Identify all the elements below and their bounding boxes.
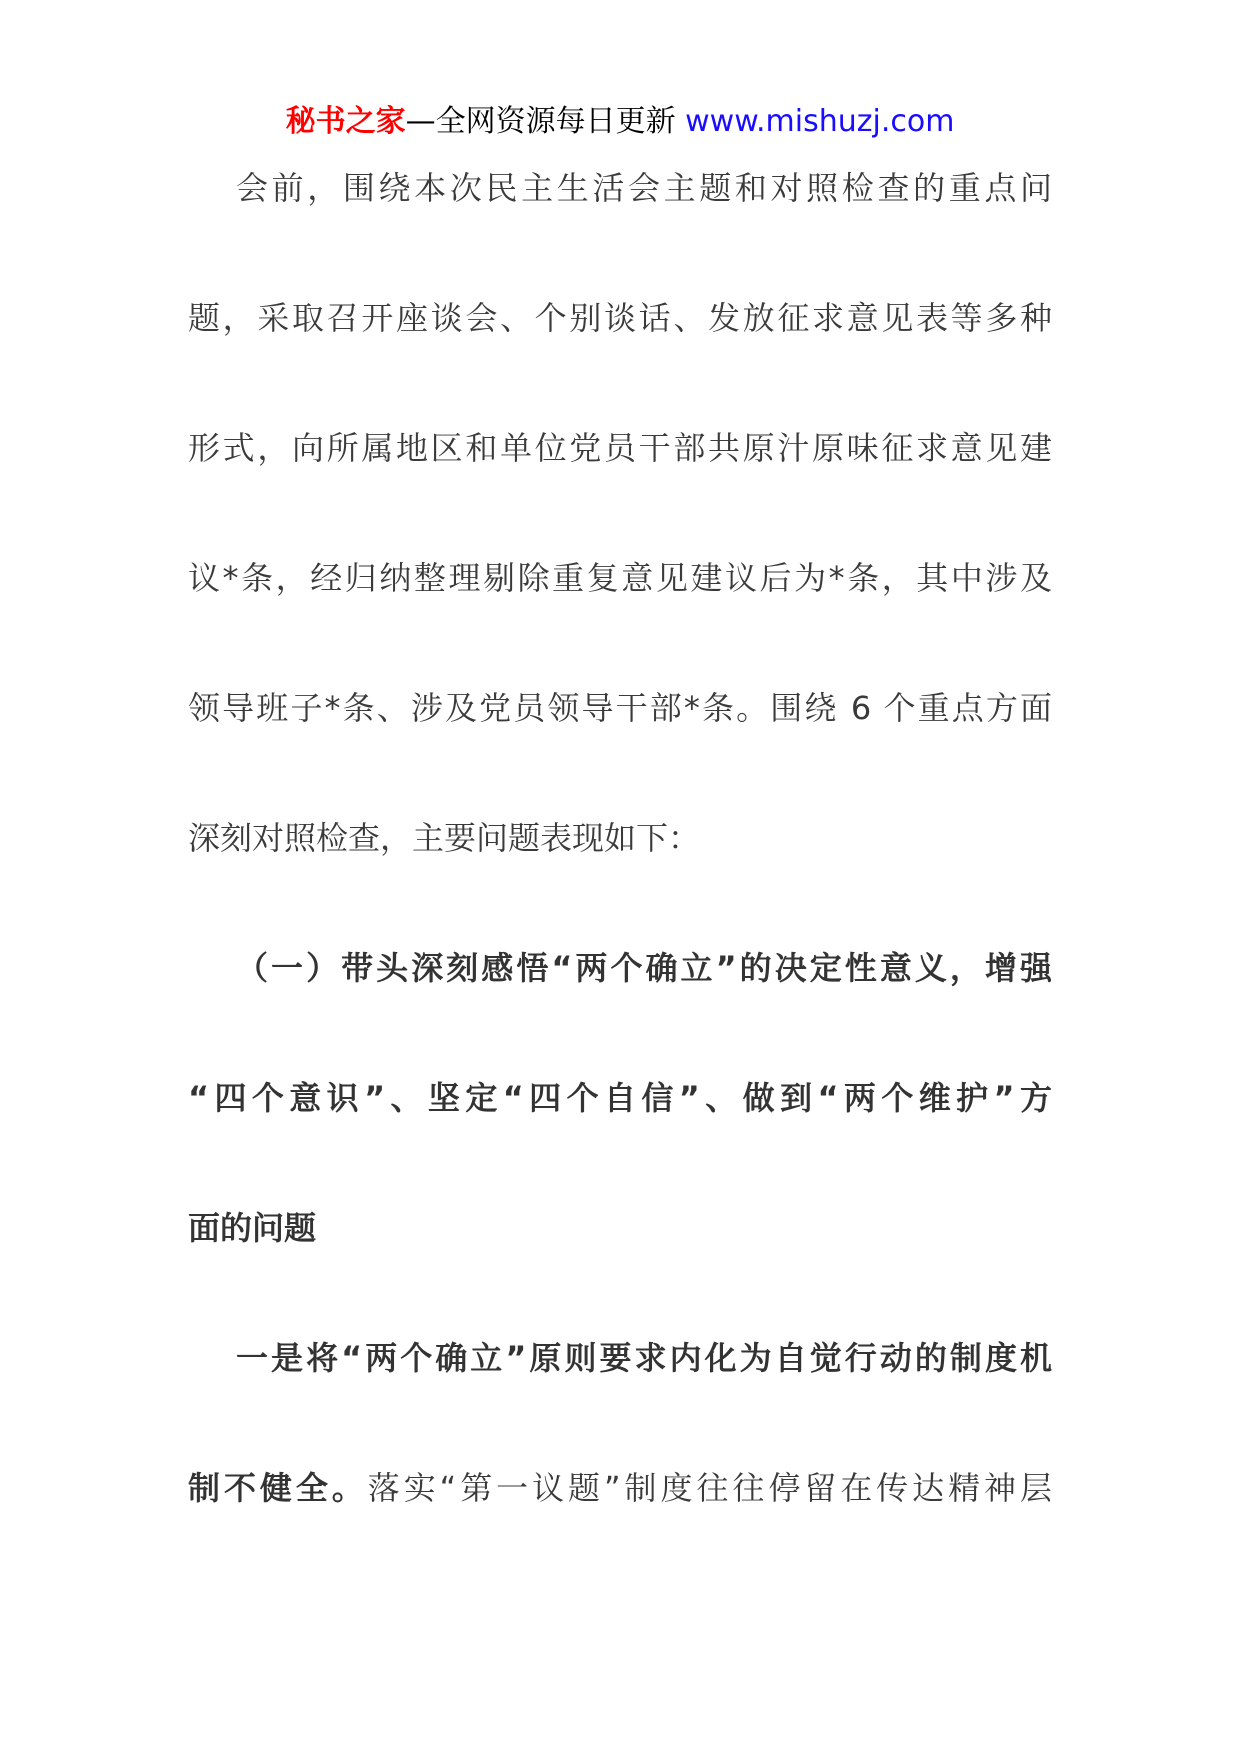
paragraph-line: 议*条，经归纳整理剔除重复意见建议后为*条，其中涉及: [188, 559, 1052, 597]
intro-paragraph: [188, 160, 1052, 940]
paragraph-line: 会前，围绕本次民主生活会主题和对照检查的重点问: [236, 169, 1052, 207]
heading-line: 面的问题: [188, 1209, 317, 1247]
paragraph-line: 形式，向所属地区和单位党员干部共原汁原味征求意见建: [188, 429, 1052, 467]
document-body: [188, 160, 1052, 1590]
paragraph-line: 深刻对照检查，主要问题表现如下：: [188, 819, 701, 857]
section-heading: [188, 940, 1052, 1330]
paragraph-line: 题，采取召开座谈会、个别谈话、发放征求意见表等多种: [188, 299, 1052, 337]
point-title-end: 制不健全。: [188, 1469, 368, 1507]
point-body-line: [188, 1460, 1052, 1590]
site-url-link[interactable]: www.mishuzj.com: [685, 104, 955, 139]
heading-line: （一）带头深刻感悟“两个确立”的决定性意义，增强: [236, 949, 1052, 987]
brand-name: 秘书之家: [285, 104, 406, 139]
point-paragraph: [188, 1330, 1052, 1590]
heading-line: “四个意识”、坚定“四个自信”、做到“两个维护”方: [188, 1079, 1052, 1117]
header-tagline: —全网资源每日更新: [405, 104, 676, 139]
point-title-line: 一是将“两个确立”原则要求内化为自觉行动的制度机: [236, 1339, 1052, 1377]
point-body-text: 落实“第一议题”制度往往停留在传达精神层: [367, 1469, 1052, 1507]
site-header: [0, 100, 1240, 144]
paragraph-line: 领导班子*条、涉及党员领导干部*条。围绕 6 个重点方面: [188, 689, 1052, 727]
